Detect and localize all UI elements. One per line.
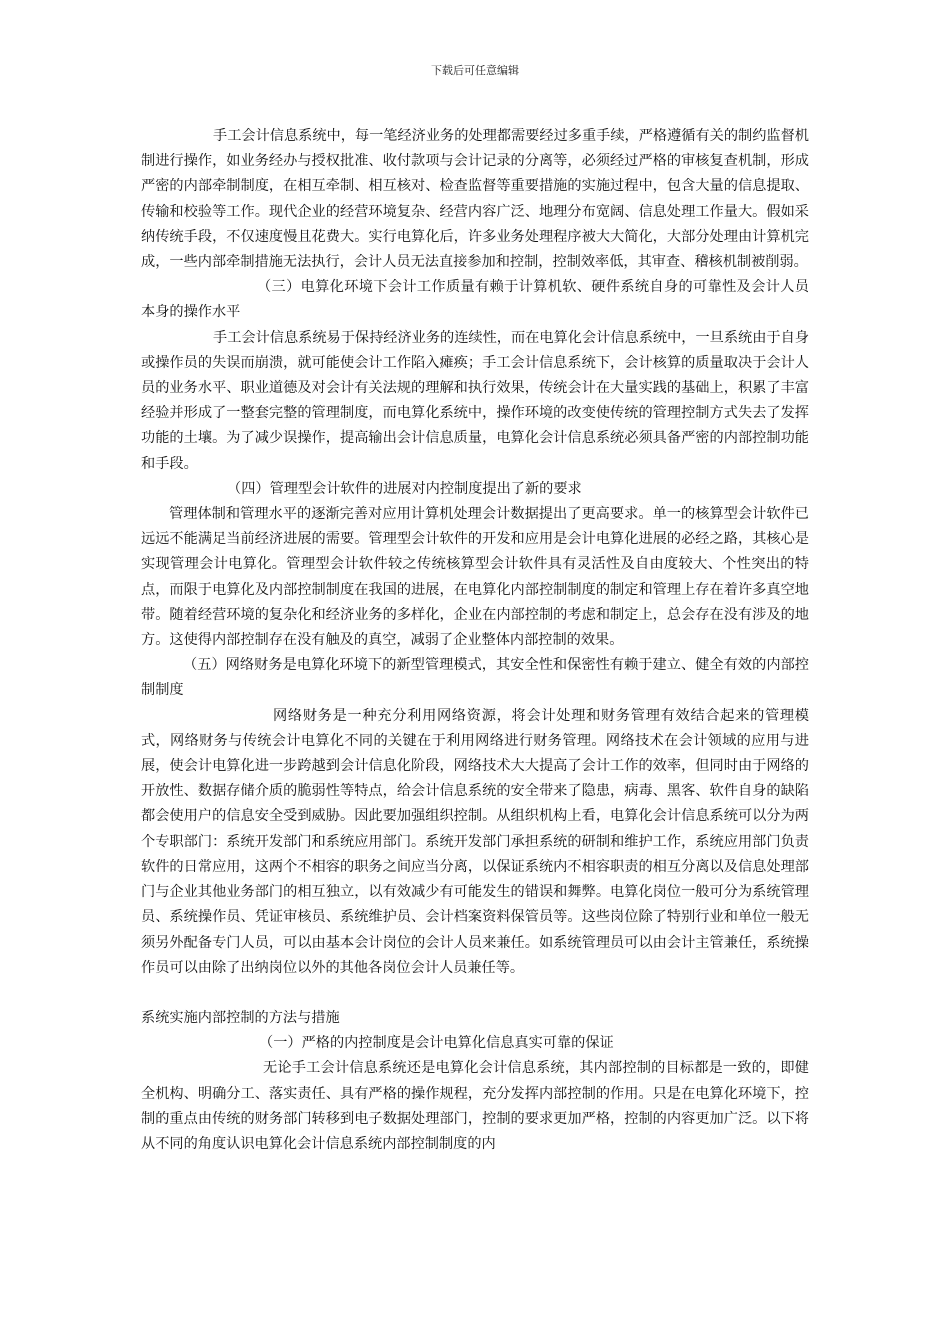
paragraph-control-objectives: 无论手工会计信息系统还是电算化会计信息系统，其内部控制的目标都是一致的，即健全机构、明确分工、落实责任、具有严格的操作规程，充分发挥内部控制的作用。只是在电算化环境下，控制的重点由传统的财务部门转移到电子数据处理部门，控制的要求更加严格，控制的内容更加广泛。以下将从不同的角度认识电算化会计信息系统内部控制制度的内 (141, 1060, 809, 1152)
section-title: 系统实施内部控制的方法与措施 (141, 1009, 340, 1026)
heading-strict-controls: （一）严格的内控制度是会计电算化信息真实可靠的保证 (259, 1035, 614, 1052)
heading-quality-dependency: （三）电算化环境下会计工作质量有赖于计算机软、硬件系统自身的可靠性及会计人员本身的操作水平 (141, 279, 809, 321)
paragraph-network-finance: 网络财务是一种充分利用网络资源，将会计处理和财务管理有效结合起来的管理模式，网络财务与传统会计电算化不同的关键在于利用网络进行财务管理。网络技术在会计领域的应用与进展，使会计电算化进一步跨越到会计信息化阶段，网络技术大大提高了会计工作的效率，但同时由于网络的开放性、数据存储介质的脆弱性等特点，给会计信息系统的安全带来了隐患，病毒、黑客、软件自身的缺陷都会使用户的信息安全受到威胁。因此要加强组织控制。从组织机构上看，电算化会计信息系统可以分为两个专职部门：系统开发部门和系统应用部门。系统开发部门承担系统的研制和维护工作，系统应用部门负责软件的日常应用，这两个不相容的职务之间应当分离，以保证系统内不相容职责的相互分离以及信息处理部门与企业其他业务部门的相互独立，以有效减少有可能发生的错误和舞弊。电算化岗位一般可分为系统管理员、系统操作员、凭证审核员、系统维护员、会计档案资料保管员等。这些岗位除了特别行业和单位一般无须另外配备专门人员，可以由基本会计岗位的会计人员来兼任。如系统管理员可以由会计主管兼任，系统操作员可以由除了出纳岗位以外的其他各岗位会计人员兼任等。 (141, 707, 809, 976)
paragraph-management-software: 管理体制和管理水平的逐渐完善对应用计算机处理会计数据提出了更高要求。单一的核算型会计软件已远远不能满足当前经济进展的需要。管理型会计软件的开发和应用是会计电算化进展的必经之路，其核心是实现管理会计电算化。管理型会计软件较之传统核算型会计软件具有灵活性及自由度较大、个性突出的特点，而限于电算化及内部控制制度在我国的进展，在电算化内部控制制度的制定和管理上存在着许多真空地带。随着经营环境的复杂化和经济业务的多样化，企业在内部控制的考虑和制定上，总会存在没有涉及的地方。这使得内部控制存在没有触及的真空，减弱了企业整体内部控制的效果。 (141, 506, 809, 649)
heading-management-software: （四）管理型会计软件的进展对内控制度提出了新的要求 (227, 480, 582, 497)
paragraph-manual-system: 手工会计信息系统中，每一笔经济业务的处理都需要经过多重手续，严格遵循有关的制约监督机制进行操作，如业务经办与授权批准、收付款项与会计记录的分离等，必须经过严格的审核复查机制，形成严密的内部牵制制度，在相互牵制、相互核对、检查监督等重要措施的实施过程中，包含大量的信息提取、传输和校验等工作。现代企业的经营环境复杂、经营内容广泛、地理分布宽阔、信息处理工作量大。假如采纳传统手段，不仅速度慢且花费大。实行电算化后，许多业务处理程序被大大简化，大部分处理由计算机完成，一些内部牵制措施无法执行，会计人员无法直接参加和控制，控制效率低，其审查、稽核机制被削弱。 (141, 128, 809, 271)
page-header (0, 64, 950, 78)
document-body (141, 124, 809, 1157)
paragraph-system-continuity: 手工会计信息系统易于保持经济业务的连续性，而在电算化会计信息系统中，一旦系统由于自身或操作员的失误而崩溃，就可能使会计工作陷入瘫痪；手工会计信息系统下，会计核算的质量取决于会计人员的业务水平、职业道德及对会计有关法规的理解和执行效果，传统会计在大量实践的基础上，积累了丰富经验并形成了一整套完整的管理制度，而电算化系统中，操作环境的改变使传统的管理控制方式失去了发挥功能的土壤。为了减少误操作，提高输出会计信息质量，电算化会计信息系统必须具备严密的内部控制功能和手段。 (141, 329, 809, 472)
header-text: 下载后可任意编辑 (431, 64, 519, 77)
heading-network-finance: （五）网络财务是电算化环境下的新型管理模式，其安全性和保密性有赖于建立、健全有效的内部控制制度 (141, 657, 809, 699)
